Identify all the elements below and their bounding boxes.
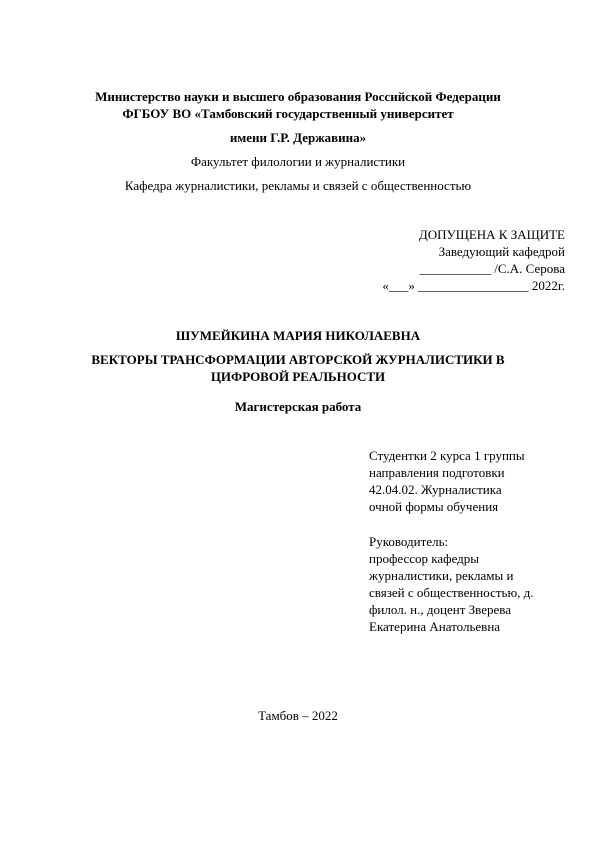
supervisor-line: журналистики, рекламы и [369, 568, 514, 583]
university-line-1: ФГБОУ ВО «Тамбовский государственный университет [122, 106, 454, 121]
work-title-line-2: ЦИФРОВОЙ РЕАЛЬНОСТИ [210, 369, 386, 384]
city-year: Тамбов – 2022 [258, 708, 338, 723]
department-line: Кафедра журналистики, рекламы и связей с общественностью [124, 178, 472, 193]
approval-date: «___» _________________ 2022г. [382, 278, 565, 293]
work-title-line-1: ВЕКТОРЫ ТРАНСФОРМАЦИИ АВТОРСКОЙ ЖУРНАЛИСТИКИ В [91, 352, 505, 367]
university-line-2: имени Г.Р. Державина» [229, 130, 367, 145]
author-name: ШУМЕЙКИНА МАРИЯ НИКОЛАЕВНА [175, 328, 421, 343]
student-line: очной формы обучения [369, 499, 499, 514]
supervisor-line: Екатерина Анатольевна [369, 619, 501, 634]
supervisor-line: Руководитель: [369, 534, 449, 549]
faculty-line: Факультет филологии и журналистики [190, 154, 406, 169]
approval-signature: ___________ /С.А. Серова [419, 261, 565, 276]
supervisor-line: профессор кафедры [369, 551, 480, 566]
approval-position: Заведующий кафедрой [438, 244, 565, 259]
student-info [369, 447, 525, 515]
approval-title: ДОПУЩЕНА К ЗАЩИТЕ [418, 227, 565, 242]
ministry-line: Министерство науки и высшего образования Российской Федерации [95, 89, 501, 104]
student-line: Студентки 2 курса 1 группы [369, 448, 525, 463]
student-line: направления подготовки [369, 465, 505, 480]
student-line: 42.04.02. Журналистика [369, 482, 502, 497]
supervisor-line: связей с общественностью, д. [369, 585, 534, 600]
work-type: Магистерская работа [234, 399, 362, 414]
supervisor-line: филол. н., доцент Зверева [369, 602, 511, 617]
approval-block [382, 226, 565, 294]
supervisor-info [369, 533, 534, 635]
